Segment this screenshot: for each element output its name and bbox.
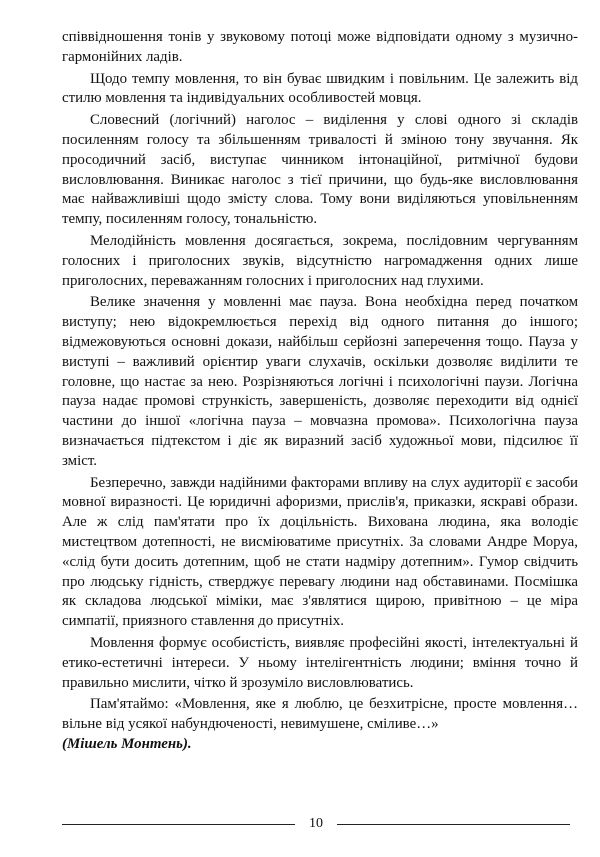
quote-text: Пам'ятаймо: «Мовлення, яке я люблю, це безхитрісне, просте мовлення… вільне від усякої набундюченості, невимушене, сміливе…» xyxy=(62,696,578,733)
paragraph-tempo: Щодо темпу мовлення, то він буває швидким і повільним. Це залежить від стилю мовлення та індивідуальних особливостей мовця. xyxy=(62,70,578,107)
page-footer xyxy=(62,816,570,832)
paragraph-quote xyxy=(62,695,578,735)
footer-rule-left xyxy=(62,824,295,825)
paragraph-pause: Велике значення у мовленні має пауза. Вона необхідна перед початком виступу; нею відокремлюється перехід від одного питання до іншого; відмежовуються основні докази, найбільш серйозні заперечення тощо. Пауза у виступі – важливий орієнтир уваги слухачів, оскільки дозволяє виділити те головне, що настає за нею. Розрізняються логічні і психологічні паузи. Логічна пауза надає промові стрункість, завершеність, дозволяє переходити від однієї частини до іншої «логічна пауза – мовчазна промова». Психологічна пауза визначається підтекстом і діє як виразний засіб художньої мови, підсилює її зміст. xyxy=(62,294,578,469)
quote-attribution: (Мішель Монтень). xyxy=(62,735,192,752)
paragraph-melodiousness: Мелодійність мовлення досягається, зокрема, послідовним чергуванням голосних і приголосних звуків, відсутністю нагромадження одних лише приголосних, переважанням голосних і приголосних над глухими. xyxy=(62,232,578,289)
paragraph-logical-stress: Словесний (логічний) наголос – виділення у слові одного зі складів посиленням голосу та збільшенням тривалості й зміною тону звучання. Як просодичний засіб, виступає чинником інтонаційної, ритмічної будови висловлювання. Виникає наголос з тієї причини, що будь-яке висловлювання має найважливіші щодо змісту слова. Тому вони виділяються уповільненням темпу, посиленням голосу, тональністю. xyxy=(62,112,578,228)
paragraph-speech-personality: Мовлення формує особистість, виявляє професійні якості, інтелектуальні й етико-естетичні інтереси. У ньому інтелігентність людини; вміння точно й правильно мислити, чітко й зрозуміло висловлюватись. xyxy=(62,634,578,691)
paragraph-tone-ratio: співвідношення тонів у звуковому потоці може відповідати одному з музично-гармонійних ладів. xyxy=(62,29,578,65)
page-number: 10 xyxy=(309,816,323,831)
paragraph-expressiveness: Безперечно, завжди надійними факторами впливу на слух аудиторії є засоби мовної виразності. Це юридичні афоризми, прислів'я, приказки, яскраві образи. Але ж слід пам'ятати про їх доцільність. Вихована людина, яка володіє мистецтвом дотепності, не висміюватиме присутніх. За словами Андре Моруа, «слід бути досить дотепним, щоб не стати надміру дотепним». Гумор свідчить про людську гідність, стверджує перевагу людини над обставинами. Посмішка як складова людської міміки, має з'являтися щирою, привітною – це міра симпатії, приязного ставлення до присутніх. xyxy=(62,474,578,630)
footer-rule-right xyxy=(337,824,570,825)
